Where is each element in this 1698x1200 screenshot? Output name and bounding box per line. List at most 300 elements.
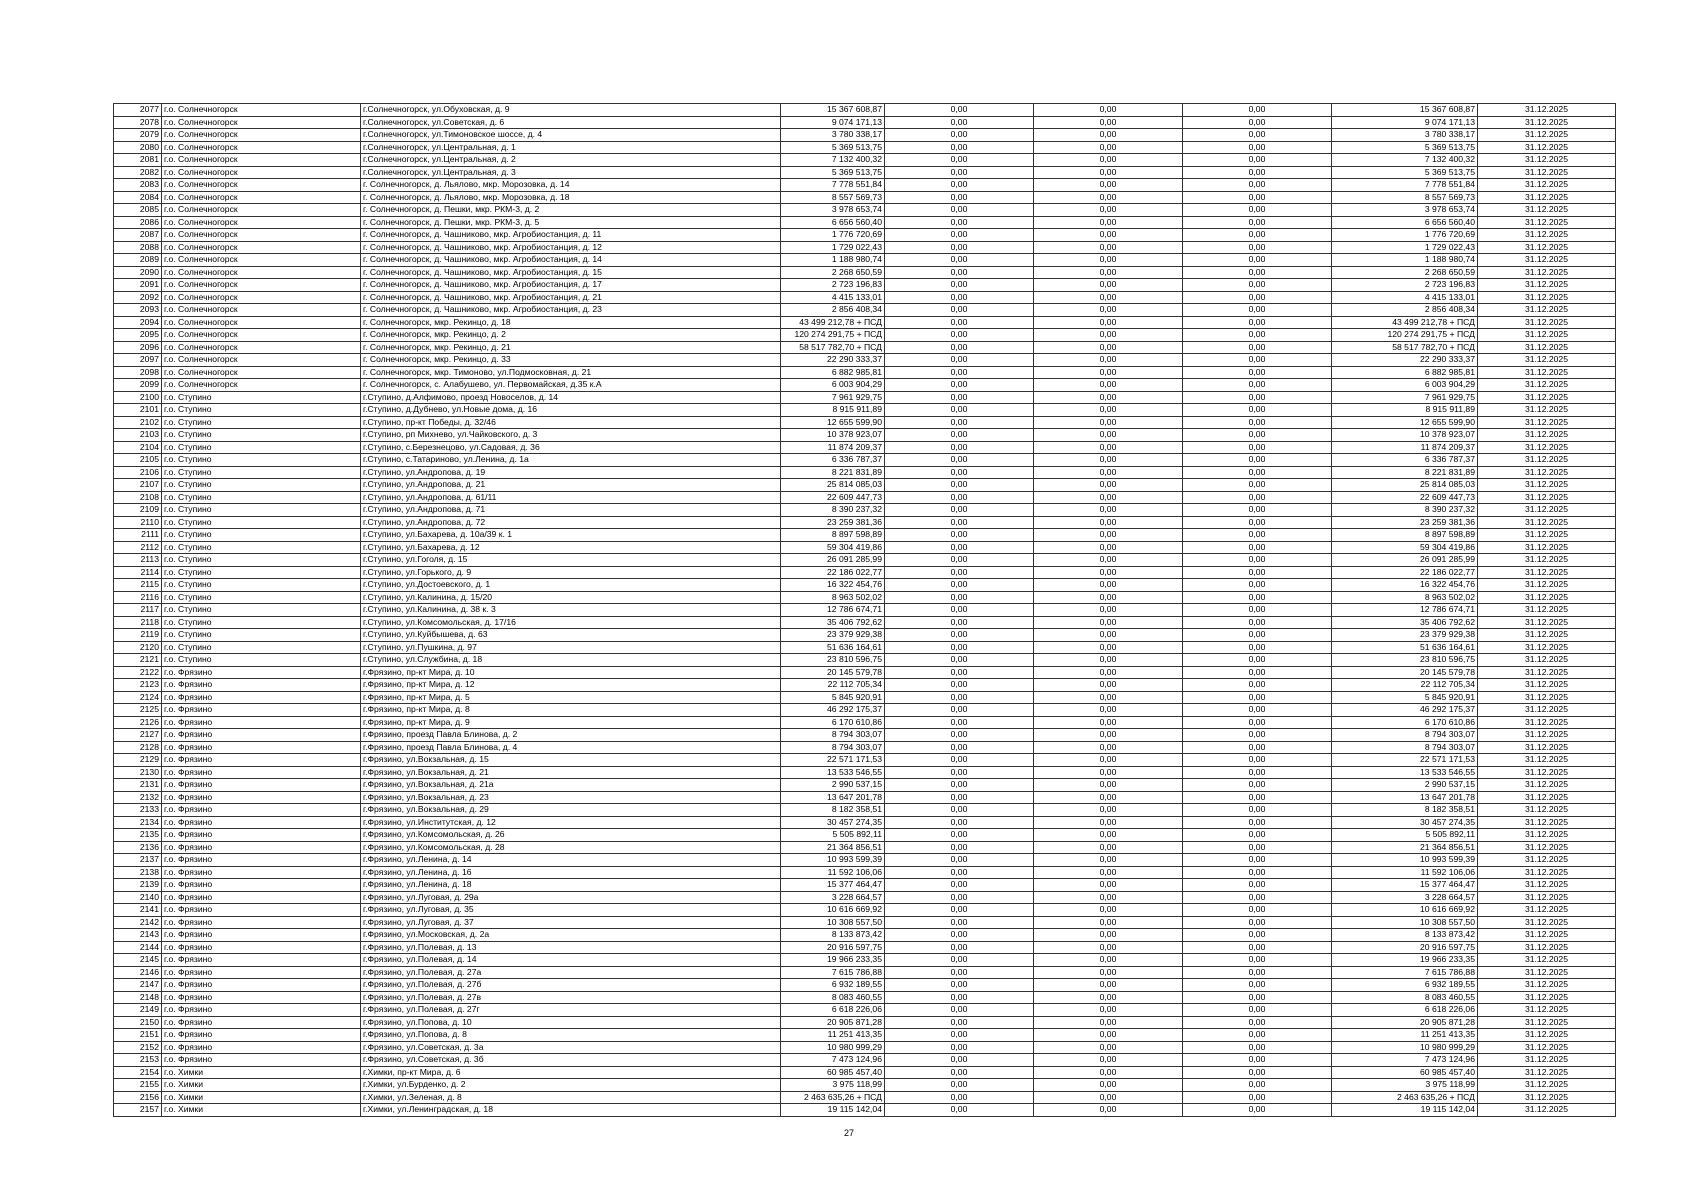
table-row — [114, 241, 1616, 254]
cell-funds-2: 0,00 — [1034, 266, 1183, 279]
cell-cost: 19 966 233,35 — [781, 954, 885, 967]
table-row — [114, 841, 1616, 854]
cell-funds-2: 0,00 — [1034, 216, 1183, 229]
cell-row-number: 2102 — [114, 416, 162, 429]
cell-row-number: 2123 — [114, 679, 162, 692]
cell-address: г.Ступино, ул.Калинина, д. 15/20 — [361, 591, 781, 604]
cell-address: г. Солнечногорск, д. Льялово, мкр. Морозовка, д. 18 — [361, 191, 781, 204]
cell-address: г.Фрязино, ул.Советская, д. 3б — [361, 1054, 781, 1067]
cell-funds-3: 0,00 — [1183, 1104, 1332, 1117]
cell-cost: 3 975 118,99 — [781, 1079, 885, 1092]
cell-cost: 10 378 923,07 — [781, 429, 885, 442]
cell-funds-1: 0,00 — [885, 454, 1034, 467]
table-row — [114, 904, 1616, 917]
cell-funds-3: 0,00 — [1183, 341, 1332, 354]
cell-funds-3: 0,00 — [1183, 254, 1332, 267]
cell-municipality: г.о. Солнечногорск — [162, 154, 361, 167]
table-row — [114, 1041, 1616, 1054]
cell-municipality: г.о. Химки — [162, 1079, 361, 1092]
cell-municipality: г.о. Фрязино — [162, 841, 361, 854]
cell-deadline: 31.12.2025 — [1478, 754, 1616, 767]
cell-funds-2: 0,00 — [1034, 704, 1183, 717]
cell-municipality: г.о. Ступино — [162, 529, 361, 542]
cell-funds-2: 0,00 — [1034, 1054, 1183, 1067]
table-row — [114, 291, 1616, 304]
cell-funds-2: 0,00 — [1034, 879, 1183, 892]
cell-row-number: 2154 — [114, 1066, 162, 1079]
cell-funds-3: 0,00 — [1183, 904, 1332, 917]
cell-funds-3: 0,00 — [1183, 266, 1332, 279]
cell-total: 60 985 457,40 — [1332, 1066, 1478, 1079]
cell-total: 2 856 408,34 — [1332, 304, 1478, 317]
cell-row-number: 2142 — [114, 916, 162, 929]
cell-municipality: г.о. Ступино — [162, 441, 361, 454]
cell-row-number: 2124 — [114, 691, 162, 704]
cell-funds-3: 0,00 — [1183, 491, 1332, 504]
cell-row-number: 2094 — [114, 316, 162, 329]
cell-funds-3: 0,00 — [1183, 791, 1332, 804]
table-row — [114, 391, 1616, 404]
cell-funds-1: 0,00 — [885, 216, 1034, 229]
cell-funds-2: 0,00 — [1034, 1029, 1183, 1042]
cell-total: 19 966 233,35 — [1332, 954, 1478, 967]
cell-funds-3: 0,00 — [1183, 466, 1332, 479]
page-number: 27 — [843, 1128, 854, 1138]
cell-total: 10 308 557,50 — [1332, 916, 1478, 929]
cell-address: г.Ступино, ул.Комсомольская, д. 17/16 — [361, 616, 781, 629]
table-row — [114, 104, 1616, 117]
cell-row-number: 2088 — [114, 241, 162, 254]
cell-address: г.Фрязино, ул.Комсомольская, д. 28 — [361, 841, 781, 854]
cell-total: 20 916 597,75 — [1332, 941, 1478, 954]
cell-row-number: 2082 — [114, 166, 162, 179]
cell-row-number: 2097 — [114, 354, 162, 367]
cell-row-number: 2122 — [114, 666, 162, 679]
cell-row-number: 2118 — [114, 616, 162, 629]
table-row — [114, 629, 1616, 642]
cell-deadline: 31.12.2025 — [1478, 491, 1616, 504]
cell-funds-2: 0,00 — [1034, 554, 1183, 567]
cell-municipality: г.о. Фрязино — [162, 1004, 361, 1017]
table-row — [114, 254, 1616, 267]
cell-funds-3: 0,00 — [1183, 729, 1332, 742]
cell-funds-2: 0,00 — [1034, 816, 1183, 829]
cell-total: 13 647 201,78 — [1332, 791, 1478, 804]
cell-funds-2: 0,00 — [1034, 1066, 1183, 1079]
cell-funds-2: 0,00 — [1034, 479, 1183, 492]
cell-address: г.Фрязино, пр-кт Мира, д. 8 — [361, 704, 781, 717]
cell-deadline: 31.12.2025 — [1478, 1029, 1616, 1042]
cell-total: 20 905 871,28 — [1332, 1016, 1478, 1029]
cell-funds-3: 0,00 — [1183, 666, 1332, 679]
cell-funds-1: 0,00 — [885, 404, 1034, 417]
cell-deadline: 31.12.2025 — [1478, 504, 1616, 517]
cell-funds-3: 0,00 — [1183, 304, 1332, 317]
cell-address: г.Ступино, с.Татариново, ул.Ленина, д. 1а — [361, 454, 781, 467]
cell-funds-3: 0,00 — [1183, 1016, 1332, 1029]
table-row — [114, 204, 1616, 217]
cell-cost: 3 780 338,17 — [781, 129, 885, 142]
cell-total: 10 378 923,07 — [1332, 429, 1478, 442]
cell-funds-3: 0,00 — [1183, 854, 1332, 867]
table-row — [114, 179, 1616, 192]
cell-row-number: 2093 — [114, 304, 162, 317]
cell-cost: 6 336 787,37 — [781, 454, 885, 467]
cell-funds-2: 0,00 — [1034, 404, 1183, 417]
cell-funds-1: 0,00 — [885, 704, 1034, 717]
cell-funds-2: 0,00 — [1034, 1079, 1183, 1092]
cell-funds-2: 0,00 — [1034, 866, 1183, 879]
cell-municipality: г.о. Солнечногорск — [162, 116, 361, 129]
cell-funds-1: 0,00 — [885, 241, 1034, 254]
cell-municipality: г.о. Ступино — [162, 579, 361, 592]
cell-funds-3: 0,00 — [1183, 504, 1332, 517]
cell-row-number: 2141 — [114, 904, 162, 917]
cell-municipality: г.о. Фрязино — [162, 691, 361, 704]
cell-total: 46 292 175,37 — [1332, 704, 1478, 717]
cell-funds-3: 0,00 — [1183, 179, 1332, 192]
cell-funds-1: 0,00 — [885, 779, 1034, 792]
cell-funds-2: 0,00 — [1034, 954, 1183, 967]
cell-funds-1: 0,00 — [885, 916, 1034, 929]
cell-address: г. Солнечногорск, мкр. Рекинцо, д. 2 — [361, 329, 781, 342]
table-row — [114, 466, 1616, 479]
cell-funds-2: 0,00 — [1034, 116, 1183, 129]
cell-total: 6 882 985,81 — [1332, 366, 1478, 379]
cell-municipality: г.о. Фрязино — [162, 891, 361, 904]
cell-funds-1: 0,00 — [885, 691, 1034, 704]
cell-cost: 10 993 599,39 — [781, 854, 885, 867]
cell-deadline: 31.12.2025 — [1478, 191, 1616, 204]
cell-funds-2: 0,00 — [1034, 766, 1183, 779]
cell-total: 25 814 085,03 — [1332, 479, 1478, 492]
cell-deadline: 31.12.2025 — [1478, 729, 1616, 742]
cell-address: г.Фрязино, пр-кт Мира, д. 10 — [361, 666, 781, 679]
cell-address: г.Фрязино, проезд Павла Блинова, д. 4 — [361, 741, 781, 754]
table-row — [114, 891, 1616, 904]
cell-cost: 7 132 400,32 — [781, 154, 885, 167]
cell-municipality: г.о. Ступино — [162, 391, 361, 404]
cell-deadline: 31.12.2025 — [1478, 741, 1616, 754]
cell-funds-1: 0,00 — [885, 279, 1034, 292]
cell-deadline: 31.12.2025 — [1478, 904, 1616, 917]
cell-funds-2: 0,00 — [1034, 754, 1183, 767]
cell-total: 7 615 786,88 — [1332, 966, 1478, 979]
cell-deadline: 31.12.2025 — [1478, 416, 1616, 429]
cell-total: 2 990 537,15 — [1332, 779, 1478, 792]
cell-deadline: 31.12.2025 — [1478, 429, 1616, 442]
cell-address: г.Фрязино, ул.Полевая, д. 13 — [361, 941, 781, 954]
cell-total: 8 794 303,07 — [1332, 741, 1478, 754]
cell-total: 6 336 787,37 — [1332, 454, 1478, 467]
cell-funds-1: 0,00 — [885, 879, 1034, 892]
cell-funds-2: 0,00 — [1034, 716, 1183, 729]
cell-address: г.Ступино, д.Дубнево, ул.Новые дома, д. 16 — [361, 404, 781, 417]
cell-funds-2: 0,00 — [1034, 641, 1183, 654]
cell-funds-1: 0,00 — [885, 154, 1034, 167]
cell-municipality: г.о. Ступино — [162, 504, 361, 517]
cell-row-number: 2096 — [114, 341, 162, 354]
cell-funds-1: 0,00 — [885, 441, 1034, 454]
cell-funds-2: 0,00 — [1034, 441, 1183, 454]
cell-funds-1: 0,00 — [885, 254, 1034, 267]
cell-municipality: г.о. Солнечногорск — [162, 241, 361, 254]
cell-funds-3: 0,00 — [1183, 279, 1332, 292]
cell-municipality: г.о. Химки — [162, 1091, 361, 1104]
cell-total: 8 897 598,89 — [1332, 529, 1478, 542]
cell-deadline: 31.12.2025 — [1478, 454, 1616, 467]
cell-total: 58 517 782,70 + ПСД — [1332, 341, 1478, 354]
cell-funds-2: 0,00 — [1034, 104, 1183, 117]
cell-deadline: 31.12.2025 — [1478, 341, 1616, 354]
cell-funds-1: 0,00 — [885, 954, 1034, 967]
cell-total: 8 963 502,02 — [1332, 591, 1478, 604]
cell-cost: 8 390 237,32 — [781, 504, 885, 517]
cell-row-number: 2100 — [114, 391, 162, 404]
cell-municipality: г.о. Фрязино — [162, 754, 361, 767]
cell-row-number: 2121 — [114, 654, 162, 667]
table-row — [114, 929, 1616, 942]
cell-total: 5 369 513,75 — [1332, 166, 1478, 179]
cell-funds-2: 0,00 — [1034, 979, 1183, 992]
cell-funds-3: 0,00 — [1183, 429, 1332, 442]
cell-cost: 2 268 650,59 — [781, 266, 885, 279]
cell-deadline: 31.12.2025 — [1478, 166, 1616, 179]
cell-funds-1: 0,00 — [885, 1016, 1034, 1029]
cell-funds-1: 0,00 — [885, 416, 1034, 429]
cell-cost: 1 776 720,69 — [781, 229, 885, 242]
table-row — [114, 866, 1616, 879]
cell-total: 8 221 831,89 — [1332, 466, 1478, 479]
cell-deadline: 31.12.2025 — [1478, 1004, 1616, 1017]
cell-cost: 60 985 457,40 — [781, 1066, 885, 1079]
cell-address: г. Солнечногорск, мкр. Тимоново, ул.Подмосковная, д. 21 — [361, 366, 781, 379]
cell-cost: 5 505 892,11 — [781, 829, 885, 842]
cell-cost: 22 609 447,73 — [781, 491, 885, 504]
cell-cost: 6 618 226,06 — [781, 1004, 885, 1017]
cell-cost: 1 188 980,74 — [781, 254, 885, 267]
table-row — [114, 654, 1616, 667]
cell-total: 120 274 291,75 + ПСД — [1332, 329, 1478, 342]
table-row — [114, 479, 1616, 492]
cell-funds-3: 0,00 — [1183, 616, 1332, 629]
cell-cost: 6 882 985,81 — [781, 366, 885, 379]
cell-cost: 8 897 598,89 — [781, 529, 885, 542]
cell-municipality: г.о. Фрязино — [162, 791, 361, 804]
cell-address: г.Солнечногорск, ул.Обуховская, д. 9 — [361, 104, 781, 117]
cell-funds-1: 0,00 — [885, 829, 1034, 842]
cell-funds-1: 0,00 — [885, 529, 1034, 542]
table-row — [114, 491, 1616, 504]
cell-funds-1: 0,00 — [885, 854, 1034, 867]
table-row — [114, 1104, 1616, 1117]
cell-row-number: 2108 — [114, 491, 162, 504]
cell-address: г.Фрязино, ул.Советская, д. 3а — [361, 1041, 781, 1054]
cell-total: 16 322 454,76 — [1332, 579, 1478, 592]
table-row — [114, 716, 1616, 729]
table-row — [114, 304, 1616, 317]
cell-cost: 30 457 274,35 — [781, 816, 885, 829]
cell-address: г.Ступино, ул.Бахарева, д. 12 — [361, 541, 781, 554]
cell-address: г.Фрязино, ул.Полевая, д. 27б — [361, 979, 781, 992]
cell-cost: 9 074 171,13 — [781, 116, 885, 129]
cell-funds-1: 0,00 — [885, 904, 1034, 917]
cell-funds-1: 0,00 — [885, 204, 1034, 217]
cell-total: 11 251 413,35 — [1332, 1029, 1478, 1042]
cell-funds-2: 0,00 — [1034, 616, 1183, 629]
cell-deadline: 31.12.2025 — [1478, 766, 1616, 779]
cell-cost: 8 182 358,51 — [781, 804, 885, 817]
cell-address: г.Химки, ул.Зеленая, д. 8 — [361, 1091, 781, 1104]
cell-funds-3: 0,00 — [1183, 629, 1332, 642]
cell-deadline: 31.12.2025 — [1478, 1016, 1616, 1029]
cell-cost: 5 369 513,75 — [781, 141, 885, 154]
cell-funds-2: 0,00 — [1034, 666, 1183, 679]
cell-address: г.Солнечногорск, ул.Центральная, д. 2 — [361, 154, 781, 167]
table-row — [114, 1079, 1616, 1092]
cell-municipality: г.о. Фрязино — [162, 829, 361, 842]
cell-deadline: 31.12.2025 — [1478, 554, 1616, 567]
table-row — [114, 1016, 1616, 1029]
table-row — [114, 829, 1616, 842]
cell-funds-2: 0,00 — [1034, 579, 1183, 592]
cell-deadline: 31.12.2025 — [1478, 604, 1616, 617]
cell-cost: 2 856 408,34 — [781, 304, 885, 317]
cell-total: 35 406 792,62 — [1332, 616, 1478, 629]
cell-municipality: г.о. Фрязино — [162, 716, 361, 729]
cell-address: г.Ступино, ул.Пушкина, д. 97 — [361, 641, 781, 654]
table-row — [114, 991, 1616, 1004]
cell-funds-2: 0,00 — [1034, 304, 1183, 317]
cell-municipality: г.о. Ступино — [162, 554, 361, 567]
cell-row-number: 2131 — [114, 779, 162, 792]
cell-municipality: г.о. Фрязино — [162, 766, 361, 779]
cell-address: г.Ступино, ул.Андропова, д. 19 — [361, 466, 781, 479]
cell-address: г.Фрязино, пр-кт Мира, д. 5 — [361, 691, 781, 704]
cell-row-number: 2125 — [114, 704, 162, 717]
cell-funds-1: 0,00 — [885, 329, 1034, 342]
cell-deadline: 31.12.2025 — [1478, 179, 1616, 192]
cell-municipality: г.о. Фрязино — [162, 879, 361, 892]
cell-total: 21 364 856,51 — [1332, 841, 1478, 854]
cell-total: 19 115 142,04 — [1332, 1104, 1478, 1117]
table-row — [114, 616, 1616, 629]
cell-funds-2: 0,00 — [1034, 291, 1183, 304]
cell-municipality: г.о. Солнечногорск — [162, 279, 361, 292]
cell-funds-3: 0,00 — [1183, 816, 1332, 829]
cell-cost: 22 290 333,37 — [781, 354, 885, 367]
cell-funds-2: 0,00 — [1034, 1091, 1183, 1104]
cell-row-number: 2112 — [114, 541, 162, 554]
cell-row-number: 2153 — [114, 1054, 162, 1067]
cell-address: г.Фрязино, ул.Вокзальная, д. 21 — [361, 766, 781, 779]
cell-funds-3: 0,00 — [1183, 366, 1332, 379]
table-row — [114, 691, 1616, 704]
cell-funds-1: 0,00 — [885, 516, 1034, 529]
table-row — [114, 329, 1616, 342]
cell-total: 1 729 022,43 — [1332, 241, 1478, 254]
cell-address: г. Солнечногорск, д. Чашниково, мкр. Агробиостанция, д. 23 — [361, 304, 781, 317]
cell-funds-2: 0,00 — [1034, 391, 1183, 404]
cell-deadline: 31.12.2025 — [1478, 879, 1616, 892]
cell-address: г.Ступино, ул.Достоевского, д. 1 — [361, 579, 781, 592]
table-row — [114, 854, 1616, 867]
data-table — [113, 103, 1616, 1117]
cell-total: 7 132 400,32 — [1332, 154, 1478, 167]
cell-funds-3: 0,00 — [1183, 1041, 1332, 1054]
cell-deadline: 31.12.2025 — [1478, 916, 1616, 929]
cell-address: г. Солнечногорск, д. Чашниково, мкр. Агробиостанция, д. 17 — [361, 279, 781, 292]
cell-funds-1: 0,00 — [885, 841, 1034, 854]
cell-cost: 22 186 022,77 — [781, 566, 885, 579]
cell-row-number: 2109 — [114, 504, 162, 517]
cell-deadline: 31.12.2025 — [1478, 816, 1616, 829]
cell-total: 4 415 133,01 — [1332, 291, 1478, 304]
cell-deadline: 31.12.2025 — [1478, 479, 1616, 492]
table-row — [114, 141, 1616, 154]
cell-address: г. Солнечногорск, д. Пешки, мкр. РКМ-3, д. 2 — [361, 204, 781, 217]
cell-funds-3: 0,00 — [1183, 804, 1332, 817]
cell-funds-2: 0,00 — [1034, 366, 1183, 379]
cell-funds-2: 0,00 — [1034, 491, 1183, 504]
cell-row-number: 2146 — [114, 966, 162, 979]
cell-cost: 8 963 502,02 — [781, 591, 885, 604]
cell-cost: 7 615 786,88 — [781, 966, 885, 979]
cell-funds-3: 0,00 — [1183, 579, 1332, 592]
cell-address: г. Солнечногорск, с. Алабушево, ул. Первомайская, д.35 к.А — [361, 379, 781, 392]
cell-deadline: 31.12.2025 — [1478, 391, 1616, 404]
cell-funds-1: 0,00 — [885, 1066, 1034, 1079]
cell-municipality: г.о. Ступино — [162, 629, 361, 642]
cell-deadline: 31.12.2025 — [1478, 1041, 1616, 1054]
cell-cost: 20 145 579,78 — [781, 666, 885, 679]
cell-address: г.Химки, пр-кт Мира, д. 6 — [361, 1066, 781, 1079]
cell-cost: 22 112 705,34 — [781, 679, 885, 692]
cell-cost: 8 083 460,55 — [781, 991, 885, 1004]
cell-total: 10 616 669,92 — [1332, 904, 1478, 917]
cell-address: г.Фрязино, ул.Ленина, д. 18 — [361, 879, 781, 892]
cell-funds-3: 0,00 — [1183, 591, 1332, 604]
cell-row-number: 2147 — [114, 979, 162, 992]
cell-funds-3: 0,00 — [1183, 566, 1332, 579]
cell-cost: 11 592 106,06 — [781, 866, 885, 879]
cell-row-number: 2136 — [114, 841, 162, 854]
cell-funds-1: 0,00 — [885, 304, 1034, 317]
cell-total: 3 975 118,99 — [1332, 1079, 1478, 1092]
cell-deadline: 31.12.2025 — [1478, 141, 1616, 154]
cell-funds-1: 0,00 — [885, 1029, 1034, 1042]
table-row — [114, 404, 1616, 417]
cell-municipality: г.о. Солнечногорск — [162, 104, 361, 117]
cell-row-number: 2115 — [114, 579, 162, 592]
cell-address: г.Фрязино, ул.Институтская, д. 12 — [361, 816, 781, 829]
table-row — [114, 129, 1616, 142]
cell-deadline: 31.12.2025 — [1478, 329, 1616, 342]
cell-cost: 15 377 464,47 — [781, 879, 885, 892]
cell-deadline: 31.12.2025 — [1478, 679, 1616, 692]
cell-total: 51 636 164,61 — [1332, 641, 1478, 654]
cell-funds-2: 0,00 — [1034, 241, 1183, 254]
cell-address: г.Солнечногорск, ул.Центральная, д. 3 — [361, 166, 781, 179]
cell-cost: 4 415 133,01 — [781, 291, 885, 304]
cell-total: 20 145 579,78 — [1332, 666, 1478, 679]
cell-address: г.Фрязино, ул.Луговая, д. 35 — [361, 904, 781, 917]
cell-total: 22 290 333,37 — [1332, 354, 1478, 367]
cell-cost: 10 616 669,92 — [781, 904, 885, 917]
cell-cost: 8 915 911,89 — [781, 404, 885, 417]
cell-funds-3: 0,00 — [1183, 879, 1332, 892]
table-row — [114, 816, 1616, 829]
